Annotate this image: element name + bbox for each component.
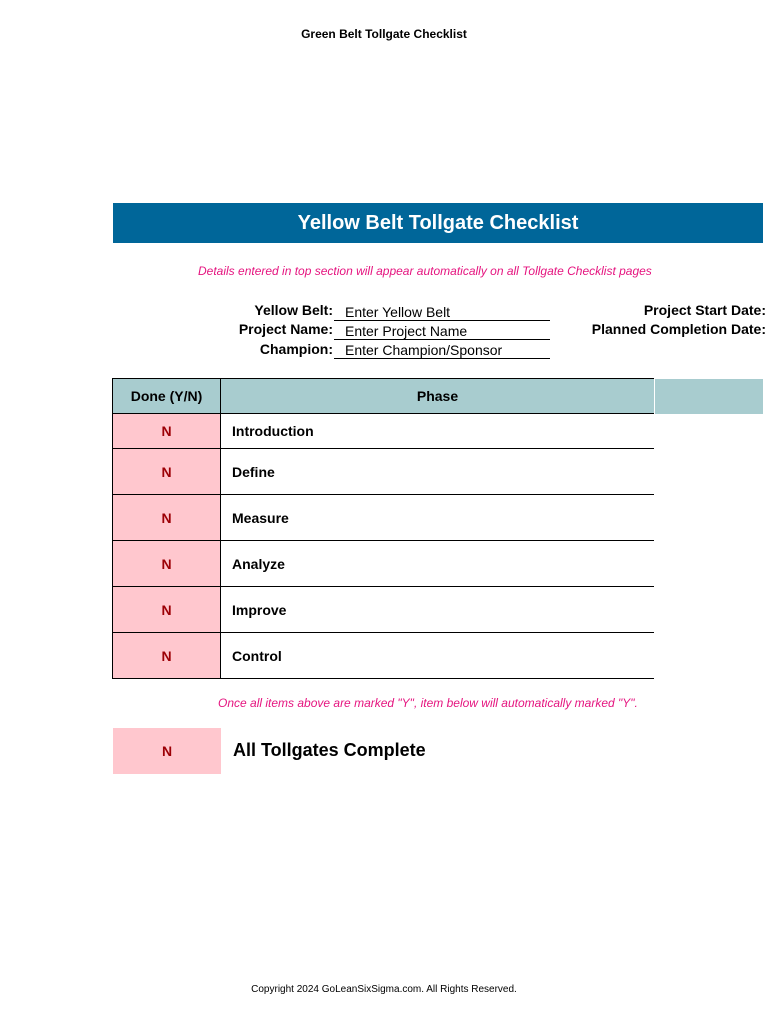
phase-cell-control: Control [221, 633, 655, 679]
done-column-header: Done (Y/N) [113, 379, 221, 414]
tollgate-table [112, 378, 654, 679]
page-header: Green Belt Tollgate Checklist [301, 27, 467, 41]
all-complete-done-cell: N [113, 728, 221, 774]
project-name-label: Project Name: [238, 321, 333, 337]
done-cell-measure[interactable]: N [113, 495, 221, 541]
header-extension [655, 379, 763, 414]
phase-cell-define: Define [221, 449, 655, 495]
phase-cell-measure: Measure [221, 495, 655, 541]
champion-field[interactable]: Enter Champion/Sponsor [334, 341, 550, 359]
top-section-note: Details entered in top section will appear automatically on all Tollgate Checklist pages [198, 264, 652, 278]
table-row [113, 541, 655, 587]
checklist-title: Yellow Belt Tollgate Checklist [113, 203, 763, 243]
phase-column-header: Phase [221, 379, 655, 414]
phase-cell-analyze: Analyze [221, 541, 655, 587]
yellow-belt-label: Yellow Belt: [254, 302, 333, 318]
table-row [113, 414, 655, 449]
auto-complete-note: Once all items above are marked "Y", item below will automatically marked "Y". [218, 696, 638, 710]
project-name-field[interactable]: Enter Project Name [334, 322, 550, 340]
champion-label: Champion: [259, 341, 333, 357]
done-cell-analyze[interactable]: N [113, 541, 221, 587]
done-cell-control[interactable]: N [113, 633, 221, 679]
table-row [113, 633, 655, 679]
table-row [113, 587, 655, 633]
done-cell-improve[interactable]: N [113, 587, 221, 633]
planned-completion-date-label: Planned Completion Date: [591, 321, 766, 337]
table-row [113, 449, 655, 495]
table-row [113, 495, 655, 541]
done-cell-introduction[interactable]: N [113, 414, 221, 449]
phase-cell-improve: Improve [221, 587, 655, 633]
table-header-row [113, 379, 655, 414]
project-details [113, 302, 766, 364]
project-start-date-label: Project Start Date: [643, 302, 766, 318]
copyright-footer: Copyright 2024 GoLeanSixSigma.com. All Rights Reserved. [251, 984, 517, 995]
all-tollgates-complete-label: All Tollgates Complete [233, 740, 426, 760]
yellow-belt-field[interactable]: Enter Yellow Belt [334, 303, 550, 321]
phase-cell-introduction: Introduction [221, 414, 655, 449]
done-cell-define[interactable]: N [113, 449, 221, 495]
